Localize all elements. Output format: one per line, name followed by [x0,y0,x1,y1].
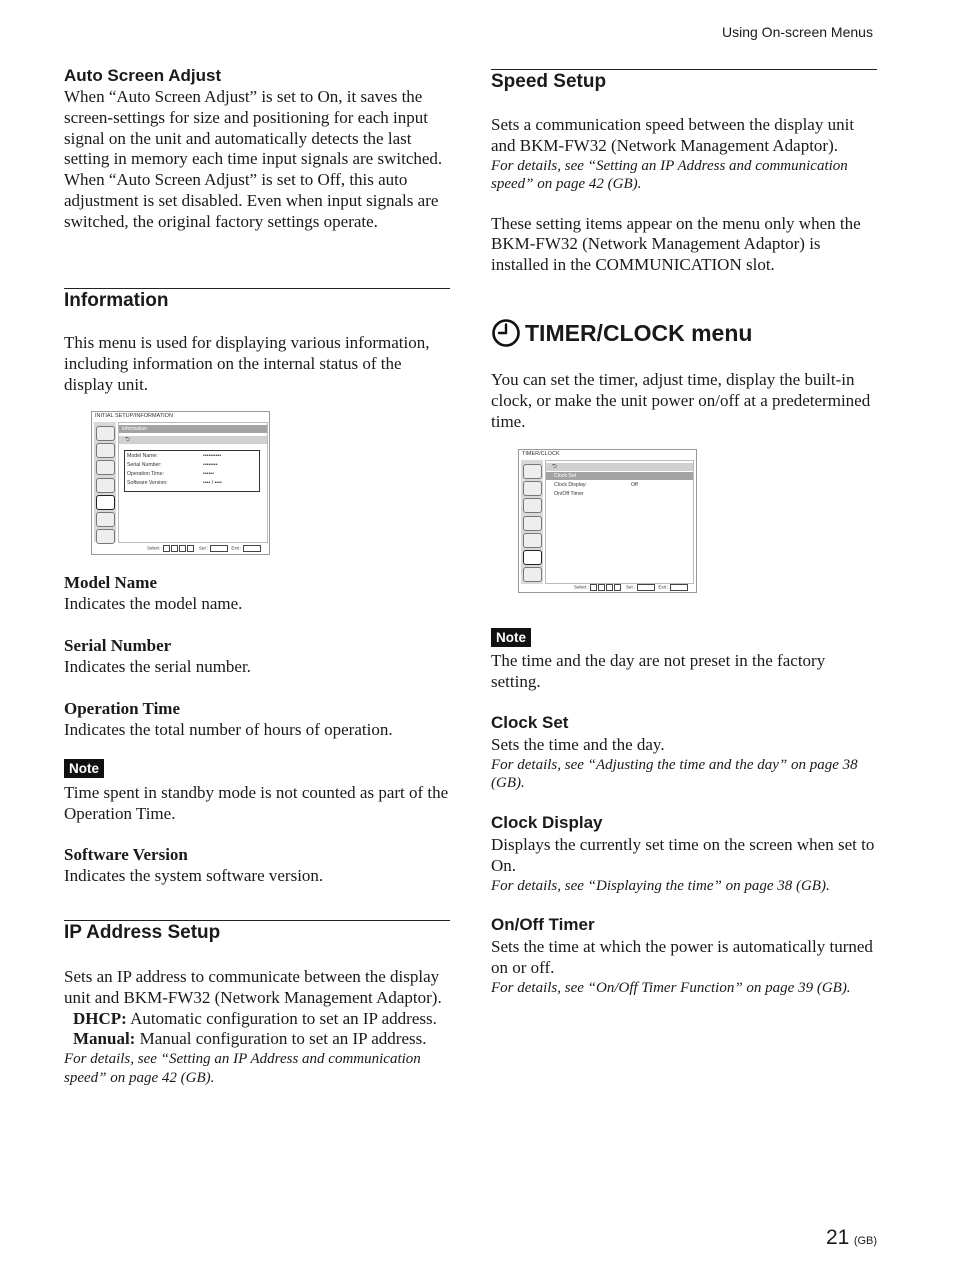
menu-icon-column [521,460,543,584]
row-label: Clock Set [554,473,577,479]
menu-title: INITIAL SETUP/INFORMATION [95,413,173,419]
operation-time-def: Indicates the total number of hours of operation. [64,720,393,739]
audio-icon [96,443,115,458]
return-icon: ⮌ [546,463,693,471]
row-value: Off [631,482,638,488]
manual-def: Manual configuration to set an IP address. [135,1029,427,1049]
row-label: Serial Number: [127,462,162,468]
set-label: Set : [626,584,636,590]
clock-display-reference: For details, see “Displaying the time” on page 38 (GB). [491,877,830,894]
speed-p1: Sets a communication speed between the display unit and BKM-FW32 (Network Management Adaptor). [491,115,855,155]
auto-screen-adjust-p1: When “Auto Screen Adjust” is set to On, it saves the screen-settings for size and positioning for each input signal on the unit and automatically detects the last setting in memory each time input signals are switched. [64,87,443,169]
feature-icon [96,478,115,493]
menu-footer [147,545,261,552]
note-badge: Note [491,628,531,647]
section-rule [64,920,450,921]
software-version-def: Indicates the system software version. [64,866,324,885]
picture-icon [523,464,542,479]
language-icon [96,529,115,544]
info-box [124,450,260,492]
auto-screen-adjust-p2: When “Auto Screen Adjust” is set to Off, this auto adjustment is set disabled. Even when input signals are switched, the original factory settings operate. [64,170,439,231]
timer-menu-screenshot [518,449,697,593]
exit-label: Exit : [231,545,242,551]
model-name-term: Model Name [64,573,158,592]
exit-label: Exit : [658,584,669,590]
clock-set-reference: For details, see “Adjusting the time and the day” on page 38 (GB). [491,756,858,792]
row-value: •••••• [203,471,214,477]
timer-icon [523,550,542,565]
manual-term: Manual: [73,1029,136,1049]
picture-icon [96,426,115,441]
section-rule [491,69,877,70]
return-icon: ⮌ [119,436,267,444]
auto-screen-adjust-heading: Auto Screen Adjust [64,66,222,85]
language-icon [523,567,542,582]
clock-display-text: Displays the currently set time on the screen when set to On. [491,835,875,875]
clock-set-body [491,735,877,793]
serial-number-term: Serial Number [64,636,172,655]
initial-setup-icon [96,495,115,510]
ip-address-heading: IP Address Setup [64,922,221,943]
serial-number-def: Indicates the serial number. [64,657,251,676]
initial-setup-icon [523,533,542,548]
timer-icon [96,512,115,527]
row-value: •••••••••• [203,453,222,459]
manual-item [64,1029,450,1050]
clock-set-heading: Clock Set [491,713,569,732]
row-label: On/Off Timer [554,491,584,497]
timer-intro: You can set the timer, adjust time, display the built-in clock, or make the unit power on/off at a predetermined time. [491,370,871,431]
screen-icon [96,460,115,475]
onoff-timer-body [491,937,877,997]
row-label: Software Version: [127,480,168,486]
region-code: (GB) [853,1235,878,1247]
audio-icon [523,481,542,496]
menu-panel [118,422,268,543]
onoff-timer-heading: On/Off Timer [491,915,595,934]
running-header: Using On-screen Menus [722,24,873,40]
section-rule [64,288,450,289]
information-intro: This menu is used for displaying various information, including information on the internal status of the display unit. [64,333,430,394]
speed-p2: These setting items appear on the menu only when the BKM-FW32 (Network Management Adaptor) is installed in the COMMUNICATION slot. [491,213,861,275]
dhcp-term: DHCP: [73,1008,127,1028]
note-badge: Note [64,759,104,778]
auto-screen-adjust-body [64,87,450,233]
row-label: Model Name: [127,453,158,459]
page-number-block [826,1226,877,1250]
ip-address-body [64,967,450,1087]
operation-time-term: Operation Time [64,699,181,718]
speed-setup-heading: Speed Setup [491,71,607,92]
row-label: Operation Time: [127,471,164,477]
clock-display-heading: Clock Display [491,813,603,832]
software-version-term: Software Version [64,845,188,864]
menu-title: TIMER/CLOCK [522,451,560,457]
note-text: Time spent in standby mode is not counted as part of the Operation Time. [64,783,449,823]
menu-footer [574,584,688,591]
speed-reference: For details, see “Setting an IP Address and communication speed” on page 42 (GB). [491,157,848,193]
timer-clock-heading: TIMER/CLOCK menu [525,320,753,346]
row-value: •••••••• [203,462,218,468]
page-number: 21 [826,1226,850,1249]
select-label: Select : [147,545,163,551]
set-label: Set : [199,545,209,551]
dhcp-def: Automatic configuration to set an IP address. [126,1008,437,1028]
row-label: Clock Display: [554,482,587,488]
clock-icon [491,318,521,348]
screen-icon [523,498,542,513]
speed-setup-body [491,115,877,276]
onoff-timer-reference: For details, see “On/Off Timer Function” on page 39 (GB). [491,979,851,996]
clock-display-body [491,835,877,895]
ip-reference: For details, see “Setting an IP Address and communication speed” on page 42 (GB). [64,1051,421,1086]
menu-band: Information [119,425,267,433]
feature-icon [523,516,542,531]
dhcp-item [64,1009,450,1030]
select-label: Select : [574,584,590,590]
menu-panel [545,460,694,584]
row-value: •••• / •••• [203,480,222,486]
ip-intro: Sets an IP address to communicate between the display unit and BKM-FW32 (Network Management Adaptor). [64,967,442,1007]
onoff-timer-text: Sets the time at which the power is automatically turned on or off. [491,937,873,977]
information-menu-screenshot [91,411,270,555]
menu-icon-column [94,422,116,542]
timer-note-text: The time and the day are not preset in the factory setting. [491,651,826,691]
clock-set-text: Sets the time and the day. [491,735,665,754]
information-heading: Information [64,290,169,311]
model-name-def: Indicates the model name. [64,594,243,613]
